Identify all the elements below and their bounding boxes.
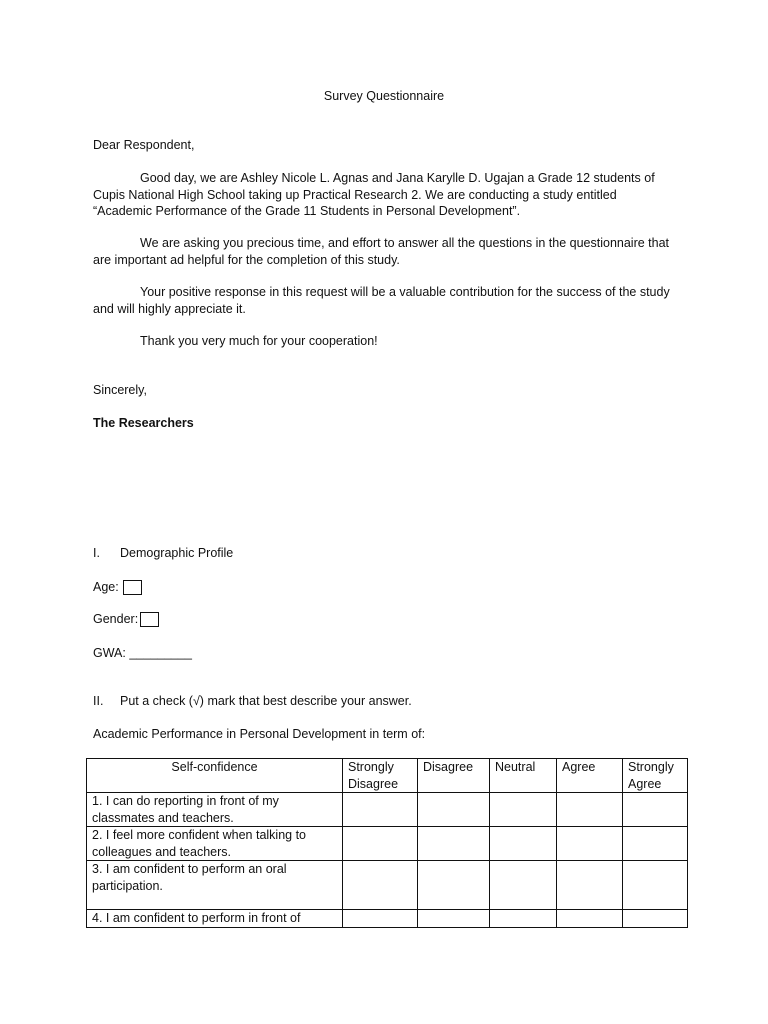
table-row xyxy=(87,910,688,928)
answer-cell-strongly-agree[interactable] xyxy=(623,861,688,910)
table-row xyxy=(87,827,688,861)
answer-cell-strongly-disagree[interactable] xyxy=(343,793,418,827)
intro-paragraph-1-text: Good day, we are Ashley Nicole L. Agnas and Jana Karylle D. Ugajan a Grade 12 students of Cupis National High School taking up Practical Research 2. We are conducting a study entitled “Academic Performance of the Grade 11 Students in Personal Development”. xyxy=(93,171,655,218)
thank-you-paragraph xyxy=(93,333,673,350)
answer-cell-agree[interactable] xyxy=(557,910,623,928)
document-title: Survey Questionnaire xyxy=(323,89,445,103)
statement-cell: 1. I can do reporting in front of my classmates and teachers. xyxy=(87,793,343,827)
age-label: Age: xyxy=(93,580,119,594)
intro-paragraph-2 xyxy=(93,235,673,268)
header-disagree: Disagree xyxy=(418,759,490,793)
self-confidence-table xyxy=(86,758,688,928)
intro-paragraph-3-text: Your positive response in this request will be a valuable contribution for the success of the study and will highly appreciate it. xyxy=(93,285,670,316)
table-row xyxy=(87,793,688,827)
header-self-confidence: Self-confidence xyxy=(87,759,343,793)
header-strongly-disagree: Strongly Disagree xyxy=(343,759,418,793)
signature: The Researchers xyxy=(93,416,194,430)
intro-paragraph-1 xyxy=(93,170,673,220)
section-1-heading: Demographic Profile xyxy=(120,546,234,560)
gender-label: Gender: xyxy=(93,612,139,626)
answer-cell-strongly-disagree[interactable] xyxy=(343,861,418,910)
answer-cell-disagree[interactable] xyxy=(418,910,490,928)
age-row xyxy=(93,579,142,596)
answer-cell-agree[interactable] xyxy=(557,861,623,910)
gender-row xyxy=(93,611,159,628)
closing: Sincerely, xyxy=(93,383,147,397)
answer-cell-disagree[interactable] xyxy=(418,793,490,827)
answer-cell-strongly-disagree[interactable] xyxy=(343,910,418,928)
section-2-subheading: Academic Performance in Personal Development in term of: xyxy=(93,727,426,741)
intro-paragraph-2-text: We are asking you precious time, and effort to answer all the questions in the questionnaire that are important ad helpful for the completion of this study. xyxy=(93,236,670,267)
header-neutral: Neutral xyxy=(490,759,557,793)
age-checkbox[interactable] xyxy=(123,580,142,595)
answer-cell-disagree[interactable] xyxy=(418,861,490,910)
section-1-numeral: I. xyxy=(93,546,100,560)
answer-cell-neutral[interactable] xyxy=(490,910,557,928)
table-header-row xyxy=(87,759,688,793)
intro-paragraph-3 xyxy=(93,284,673,317)
answer-cell-disagree[interactable] xyxy=(418,827,490,861)
header-strongly-agree: Strongly Agree xyxy=(623,759,688,793)
salutation: Dear Respondent, xyxy=(93,138,195,152)
answer-cell-neutral[interactable] xyxy=(490,861,557,910)
answer-cell-agree[interactable] xyxy=(557,793,623,827)
answer-cell-strongly-disagree[interactable] xyxy=(343,827,418,861)
header-agree: Agree xyxy=(557,759,623,793)
thank-you-text: Thank you very much for your cooperation! xyxy=(140,334,378,348)
answer-cell-strongly-agree[interactable] xyxy=(623,827,688,861)
answer-cell-strongly-agree[interactable] xyxy=(623,910,688,928)
answer-cell-neutral[interactable] xyxy=(490,793,557,827)
gwa-field[interactable]: GWA: _________ xyxy=(93,646,192,660)
section-2-instruction: Put a check (√) mark that best describe your answer. xyxy=(120,694,412,708)
answer-cell-strongly-agree[interactable] xyxy=(623,793,688,827)
answer-cell-neutral[interactable] xyxy=(490,827,557,861)
table-row xyxy=(87,861,688,910)
answer-cell-agree[interactable] xyxy=(557,827,623,861)
section-2-numeral: II. xyxy=(93,694,104,708)
statement-cell: 2. I feel more confident when talking to colleagues and teachers. xyxy=(87,827,343,861)
statement-cell: 3. I am confident to perform an oral participation. xyxy=(87,861,343,910)
gender-checkbox[interactable] xyxy=(140,612,159,627)
statement-cell: 4. I am confident to perform in front of xyxy=(87,910,343,928)
